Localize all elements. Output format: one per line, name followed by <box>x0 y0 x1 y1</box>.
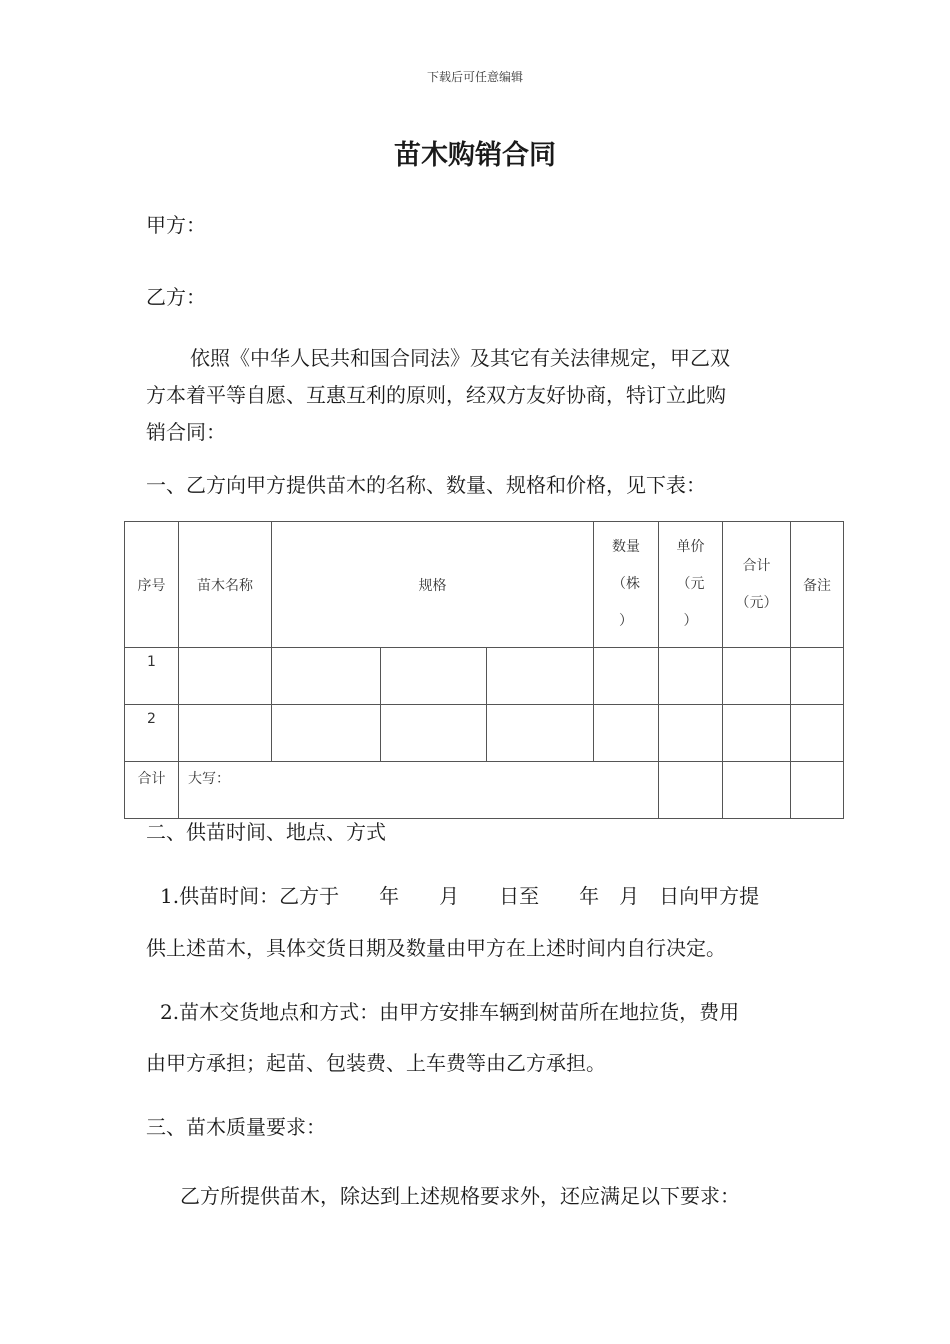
cell-spec[interactable] <box>381 705 487 762</box>
party-a-label: 甲方： <box>146 213 206 237</box>
table-footer-row <box>125 762 844 819</box>
clause-2-line-2: 由甲方承担；起苗、包装费、上车费等由乙方承担。 <box>146 1051 606 1075</box>
cell-total[interactable] <box>723 705 791 762</box>
intro-paragraph <box>146 340 812 451</box>
cell-qty[interactable] <box>594 648 659 705</box>
header-price: 单价 （元 ） <box>659 522 723 648</box>
header-seq: 序号 <box>125 522 179 648</box>
row-number: 1 <box>125 648 179 705</box>
cell-name[interactable] <box>179 705 272 762</box>
table-header-row <box>125 522 844 648</box>
cell-spec[interactable] <box>487 648 594 705</box>
cell-qty[interactable] <box>594 705 659 762</box>
section-1-heading: 一、乙方向甲方提供苗木的名称、数量、规格和价格，见下表： <box>146 473 706 497</box>
section-2-heading: 二、供苗时间、地点、方式 <box>146 820 386 844</box>
cell-spec[interactable] <box>272 648 381 705</box>
intro-line: 依照《中华人民共和国合同法》及其它有关法律规定，甲乙双 <box>190 346 730 370</box>
clause-1-line-1: 1.供苗时间：乙方于 年 月 日至 年 月 日向甲方提 <box>160 884 760 908</box>
header-name: 苗木名称 <box>179 522 272 648</box>
section-3-heading: 三、苗木质量要求： <box>146 1115 326 1139</box>
table-row <box>125 648 844 705</box>
cell-price[interactable] <box>659 705 723 762</box>
header-note: 备注 <box>791 522 844 648</box>
header-qty: 数量 （株 ） <box>594 522 659 648</box>
party-b-label: 乙方： <box>146 285 206 309</box>
cell-note[interactable] <box>791 648 844 705</box>
cell-name[interactable] <box>179 648 272 705</box>
header-note: 下载后可任意编辑 <box>426 70 523 84</box>
document-title: 苗木购销合同 <box>394 140 556 171</box>
clause-2-line-1: 2.苗木交货地点和方式：由甲方安排车辆到树苗所在地拉货，费用 <box>160 1000 740 1024</box>
cell-note[interactable] <box>791 762 844 819</box>
cell-price[interactable] <box>659 762 723 819</box>
cell-spec[interactable] <box>381 648 487 705</box>
intro-line: 销合同： <box>146 420 226 444</box>
header-spec: 规格 <box>272 522 594 648</box>
clause-1-line-2: 供上述苗木，具体交货日期及数量由甲方在上述时间内自行决定。 <box>146 936 726 960</box>
cell-total[interactable] <box>723 762 791 819</box>
cell-total[interactable] <box>723 648 791 705</box>
footer-amount-words[interactable]: 大写： <box>179 762 659 819</box>
intro-line: 方本着平等自愿、互惠互利的原则，经双方友好协商，特订立此购 <box>146 383 726 407</box>
cell-spec[interactable] <box>487 705 594 762</box>
row-number: 2 <box>125 705 179 762</box>
seedling-table <box>124 521 844 819</box>
table-row <box>125 705 844 762</box>
quality-intro: 乙方所提供苗木，除达到上述规格要求外，还应满足以下要求： <box>180 1184 740 1208</box>
footer-total-label: 合计 <box>125 762 179 819</box>
header-total: 合计 （元） <box>723 522 791 648</box>
cell-note[interactable] <box>791 705 844 762</box>
cell-spec[interactable] <box>272 705 381 762</box>
cell-price[interactable] <box>659 648 723 705</box>
